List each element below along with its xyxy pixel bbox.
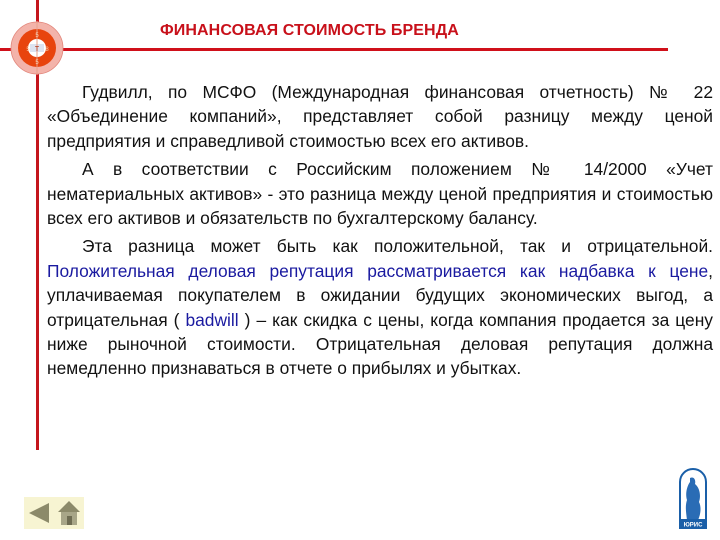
paragraph-text: Эта разница может быть как положительной, так и отрицательной. <box>82 236 713 257</box>
triangle-left-icon <box>27 501 51 525</box>
home-button[interactable] <box>57 500 81 526</box>
svg-text:5: 5 <box>35 33 39 39</box>
paragraph-goodwill-ifrs: Гудвилл, по МСФО (Международная финансовая отчетность) № 22 «Объединение компаний», представляет собой разницу между ценой предприятия и справедливой стоимостью всех его активов. <box>47 82 713 151</box>
home-icon <box>57 500 81 526</box>
slide-title: ФИНАНСОВАЯ СТОИМОСТЬ БРЕНДА <box>160 22 459 39</box>
back-button[interactable] <box>27 501 51 525</box>
svg-text:5: 5 <box>26 47 30 53</box>
svg-text:ЮРИС: ЮРИС <box>683 522 703 529</box>
paragraph-goodwill-russian-standard: А в соответствии с Российским положением № 14/2000 «Учет нематериальных активов» - это разница между ценой предприятия и стоимостью всех его активов и обязательств по бухгалтерскому балансу. <box>47 159 713 229</box>
slide-body <box>47 80 713 381</box>
paragraph-positive-negative <box>47 234 713 380</box>
badwill-highlight: badwill <box>185 309 239 330</box>
title-underline-rule <box>0 48 668 51</box>
statue-emblem-icon <box>678 468 708 530</box>
positive-goodwill-highlight: Положительная деловая репутация рассматривается как надбавка к цене <box>47 260 709 281</box>
svg-text:8: 8 <box>45 47 49 53</box>
svg-text:Т: Т <box>34 46 40 53</box>
target-logo-icon <box>10 21 64 75</box>
paragraph-text: , уплачиваемая покупателем в ожидании будущих экономических выгод, а отрицательная ( <box>47 260 713 330</box>
navigation-bar <box>24 497 84 529</box>
svg-text:5: 5 <box>35 60 39 66</box>
paragraph-text: ) – как скидка с цены, когда компания продается за цену ниже рыночной стоимости. Отрицательная деловая репутация должна немедленно признаваться в отчете о прибылях и убытках. <box>47 309 713 379</box>
